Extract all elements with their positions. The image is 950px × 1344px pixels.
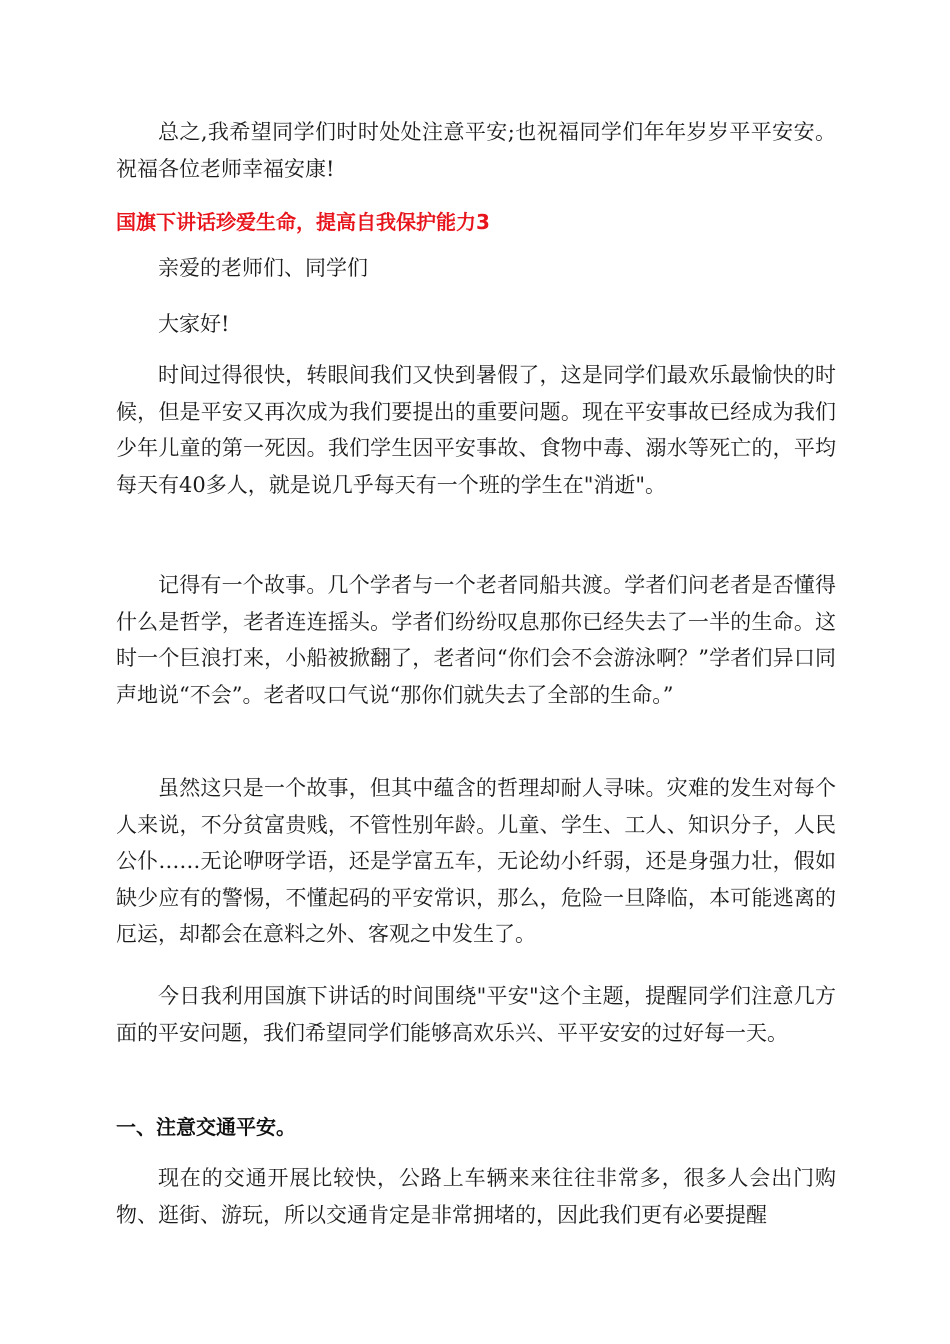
body-paragraph: 记得有一个故事。几个学者与一个老者同船共渡。学者们问老者是否懂得什么是哲学，老者连连摇头。学者们纷纷叹息那你已经失去了一半的生命。这时一个巨浪打来，小船被掀翻了，老者问“你们会不会游泳啊？”学者们异口同声地说“不会”。老者叹口气说“那你们就失去了全部的生命。”: [116, 573, 836, 707]
greeting: 大家好!: [158, 312, 230, 336]
body-paragraph: 今日我利用国旗下讲话的时间围绕"平安"这个主题，提醒同学们注意几方面的平安问题，我们希望同学们能够高欢乐兴、平平安安的过好每一天。: [116, 984, 836, 1045]
body-paragraph: 现在的交通开展比较快，公路上车辆来来往往非常多，很多人会出门购物、逛街、游玩，所以交通肯定是非常拥堵的，因此我们更有必要提醒: [116, 1166, 836, 1227]
salutation: 亲爱的老师们、同学们: [158, 256, 368, 280]
section-title: 国旗下讲话珍爱生命，提高自我保护能力3: [116, 210, 490, 234]
subheading: 一、注意交通平安。: [116, 1115, 296, 1139]
closing-paragraph: 总之,我希望同学们时时处处注意平安;也祝福同学们年年岁岁平平安安。祝福各位老师幸福安康!: [116, 120, 836, 181]
body-paragraph: 虽然这只是一个故事，但其中蕴含的哲理却耐人寻味。灾难的发生对每个人来说，不分贫富贵贱，不管性别年龄。儿童、学生、工人、知识分子，人民公仆……无论咿呀学语，还是学富五车，无论幼小纤弱，还是身强力壮，假如缺少应有的警惕，不懂起码的平安常识，那么，危险一旦降临，本可能逃离的厄运，却都会在意料之外、客观之中发生了。: [116, 776, 836, 946]
body-paragraph: 时间过得很快，转眼间我们又快到暑假了，这是同学们最欢乐最愉快的时候，但是平安又再次成为我们要提出的重要问题。现在平安事故已经成为我们少年儿童的第一死因。我们学生因平安事故、食物中毒、溺水等死亡的，平均每天有40多人，就是说几乎每天有一个班的学生在"消逝"。: [116, 363, 836, 497]
